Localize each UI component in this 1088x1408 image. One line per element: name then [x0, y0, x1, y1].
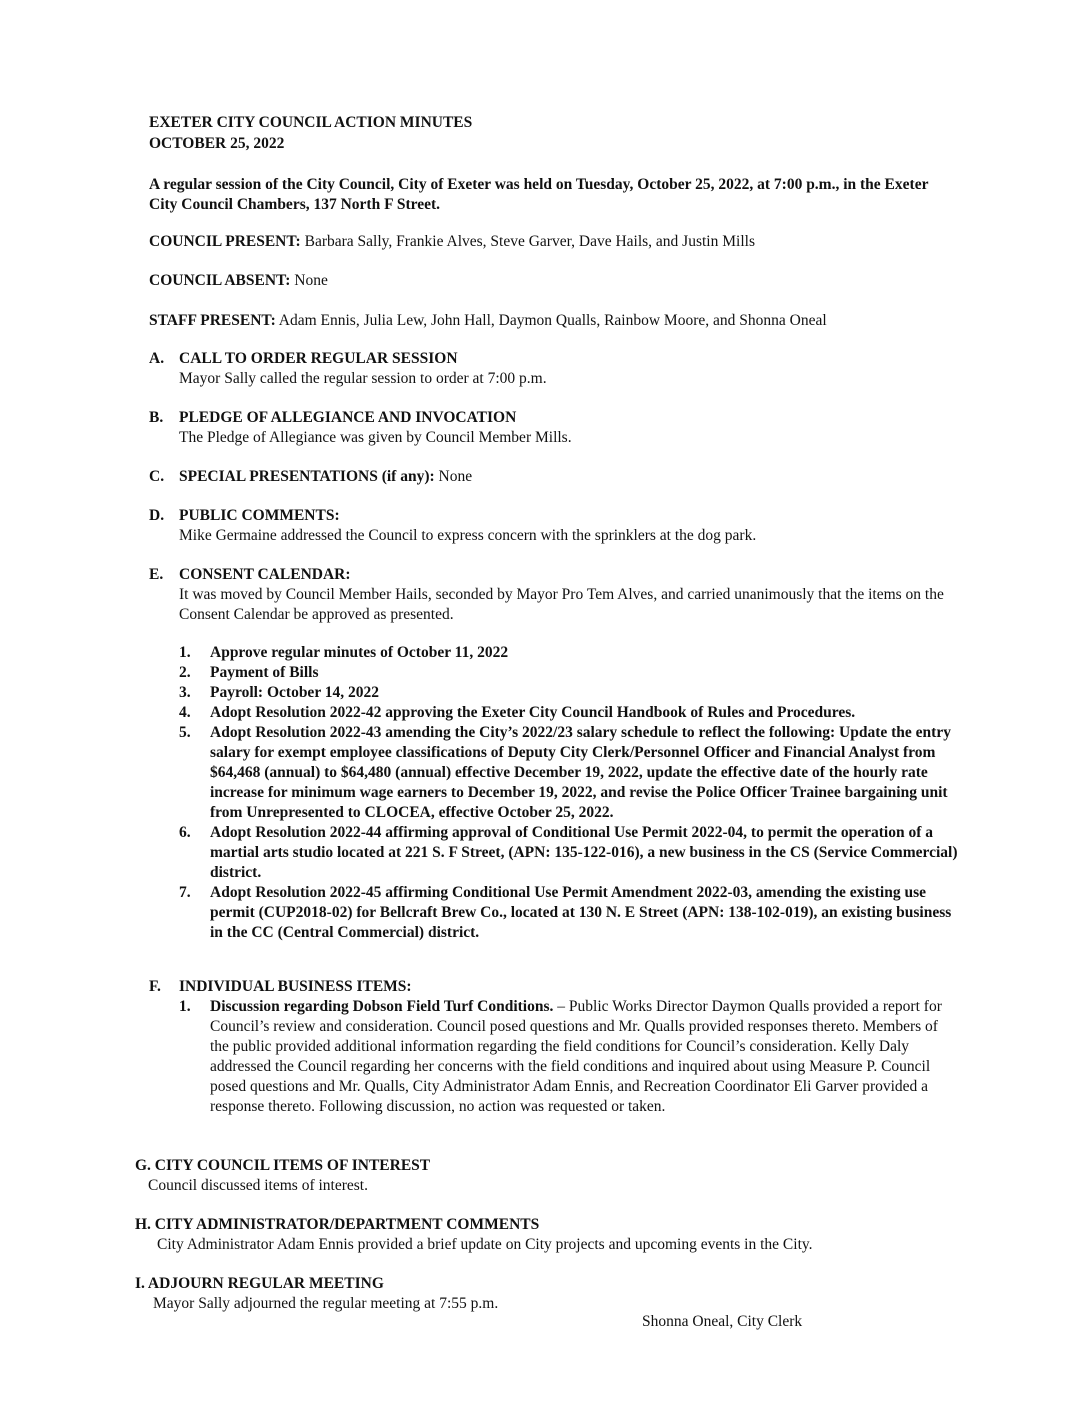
council-present-label: COUNCIL PRESENT:: [149, 233, 301, 250]
document-title: [149, 112, 472, 154]
section-b-body: The Pledge of Allegiance was given by Council Member Mills.: [179, 429, 572, 446]
list-item: 7. Adopt Resolution 2022-45 affirming Conditional Use Permit Amendment 2022-03, amending the existing use permit (CUP2018-02) for Bellcraft Brew Co., located at 130 N. E Street (APN: 138-102-019), an existing business in the CC (Central Commercial) district.: [179, 884, 952, 941]
council-present: [149, 232, 755, 252]
council-absent-label: COUNCIL ABSENT:: [149, 272, 291, 289]
consent-items: [179, 643, 959, 943]
list-item: 4. Adopt Resolution 2022-42 approving the Exeter City Council Handbook of Rules and Procedures.: [179, 704, 856, 721]
staff-present: [149, 311, 827, 331]
section-i: [135, 1274, 955, 1314]
section-g-heading: G. CITY COUNCIL ITEMS OF INTEREST: [135, 1157, 431, 1174]
section-f-heading: F. INDIVIDUAL BUSINESS ITEMS:: [149, 978, 412, 995]
section-c-heading: C. SPECIAL PRESENTATIONS (if any): None: [149, 468, 473, 485]
title-line-2: OCTOBER 25, 2022: [149, 135, 285, 152]
list-item: 6. Adopt Resolution 2022-44 affirming approval of Conditional Use Permit 2022-04, to permit the operation of a martial arts studio located at 221 S. F Street, (APN: 135-122-016), a new business in the CS (Service Commercial) district.: [179, 824, 958, 881]
business-item-body: – Public Works Director Daymon Qualls provided a report for Council’s review and consideration. Council posed questions and Mr. Qualls provided responses thereto. Members of the public provided additional information regarding the field conditions for Council’s consideration. Kelly Daly addressed the Council regarding her concerns with the field conditions and inquired about using Measure P. Council posed questions and Mr. Qualls, City Administrator Adam Ennis, and Recreation Coordinator Eli Garver provided a response thereto. Following discussion, no action was requested or taken.: [210, 998, 942, 1115]
council-present-value: Barbara Sally, Frankie Alves, Steve Garver, Dave Hails, and Justin Mills: [304, 233, 755, 250]
section-e-heading: E. CONSENT CALENDAR:: [149, 566, 351, 583]
council-absent: [149, 271, 328, 291]
list-item: 3. Payroll: October 14, 2022: [179, 684, 380, 701]
section-e-body: It was moved by Council Member Hails, seconded by Mayor Pro Tem Alves, and carried unanimously that the items on the Consent Calendar be approved as presented.: [179, 586, 944, 623]
section-i-heading: I. ADJOURN REGULAR MEETING: [135, 1275, 384, 1292]
business-items: [179, 997, 959, 1117]
section-c-body: None: [438, 468, 473, 485]
section-i-body: Mayor Sally adjourned the regular meeting at 7:55 p.m.: [153, 1295, 499, 1312]
section-c: [149, 467, 959, 487]
title-line-1: EXETER CITY COUNCIL ACTION MINUTES: [149, 114, 473, 131]
section-a: [149, 349, 959, 389]
section-a-heading: A. CALL TO ORDER REGULAR SESSION: [149, 350, 458, 367]
list-item: 1. Discussion regarding Dobson Field Turf Conditions. – Public Works Director Daymon Qualls provided a report for Council’s review and consideration. Council posed questions and Mr. Qualls provided responses thereto. Members of the public provided additional information regarding the field conditions for Council’s consideration. Kelly Daly addressed the Council regarding her concerns with the field conditions and inquired about using Measure P. Council posed questions and Mr. Qualls, City Administrator Adam Ennis, and Recreation Coordinator Eli Garver provided a response thereto. Following discussion, no action was requested or taken.: [179, 998, 942, 1115]
section-g-body: Council discussed items of interest.: [148, 1177, 368, 1194]
section-f: [149, 977, 959, 1117]
section-h-heading: H. CITY ADMINISTRATOR/DEPARTMENT COMMENTS: [135, 1216, 540, 1233]
list-item: 2. Payment of Bills: [179, 664, 319, 681]
section-b-heading: B. PLEDGE OF ALLEGIANCE AND INVOCATION: [149, 409, 517, 426]
section-e: [149, 565, 959, 943]
section-h-body: City Administrator Adam Ennis provided a brief update on City projects and upcoming events in the City.: [157, 1236, 813, 1253]
section-d-heading: D. PUBLIC COMMENTS:: [149, 507, 340, 524]
signature-line: Shonna Oneal, City Clerk: [642, 1313, 803, 1330]
section-d: [149, 506, 959, 546]
business-item-title: Discussion regarding Dobson Field Turf Conditions.: [210, 998, 554, 1015]
section-g: [135, 1156, 955, 1196]
section-a-body: Mayor Sally called the regular session to order at 7:00 p.m.: [179, 370, 547, 387]
council-absent-value: None: [294, 272, 328, 289]
staff-present-label: STAFF PRESENT:: [149, 312, 276, 329]
intro-paragraph: A regular session of the City Council, City of Exeter was held on Tuesday, October 25, 2022, at 7:00 p.m., in the Exeter City Council Chambers, 137 North F Street.: [149, 176, 929, 213]
list-item: 5. Adopt Resolution 2022-43 amending the City’s 2022/23 salary schedule to reflect the following: Update the entry salary for exempt employee classifications of Deputy City Clerk/Personnel Officer and Financial Analyst from $64,468 (annual) to $64,480 (annual) effective December 19, 2022, update the effective date of the hourly rate increase for minimum wage earners to December 19, 2022, and revise the Police Officer Trainee bargaining unit from Unrepresented to CLOCEA, effective October 25, 2022.: [179, 724, 951, 821]
section-h: [135, 1215, 955, 1255]
section-b: [149, 408, 959, 448]
staff-present-value: Adam Ennis, Julia Lew, John Hall, Daymon Qualls, Rainbow Moore, and Shonna Oneal: [278, 312, 827, 329]
section-d-body: Mike Germaine addressed the Council to express concern with the sprinklers at the dog park.: [179, 527, 757, 544]
list-item: 1. Approve regular minutes of October 11, 2022: [179, 644, 509, 661]
